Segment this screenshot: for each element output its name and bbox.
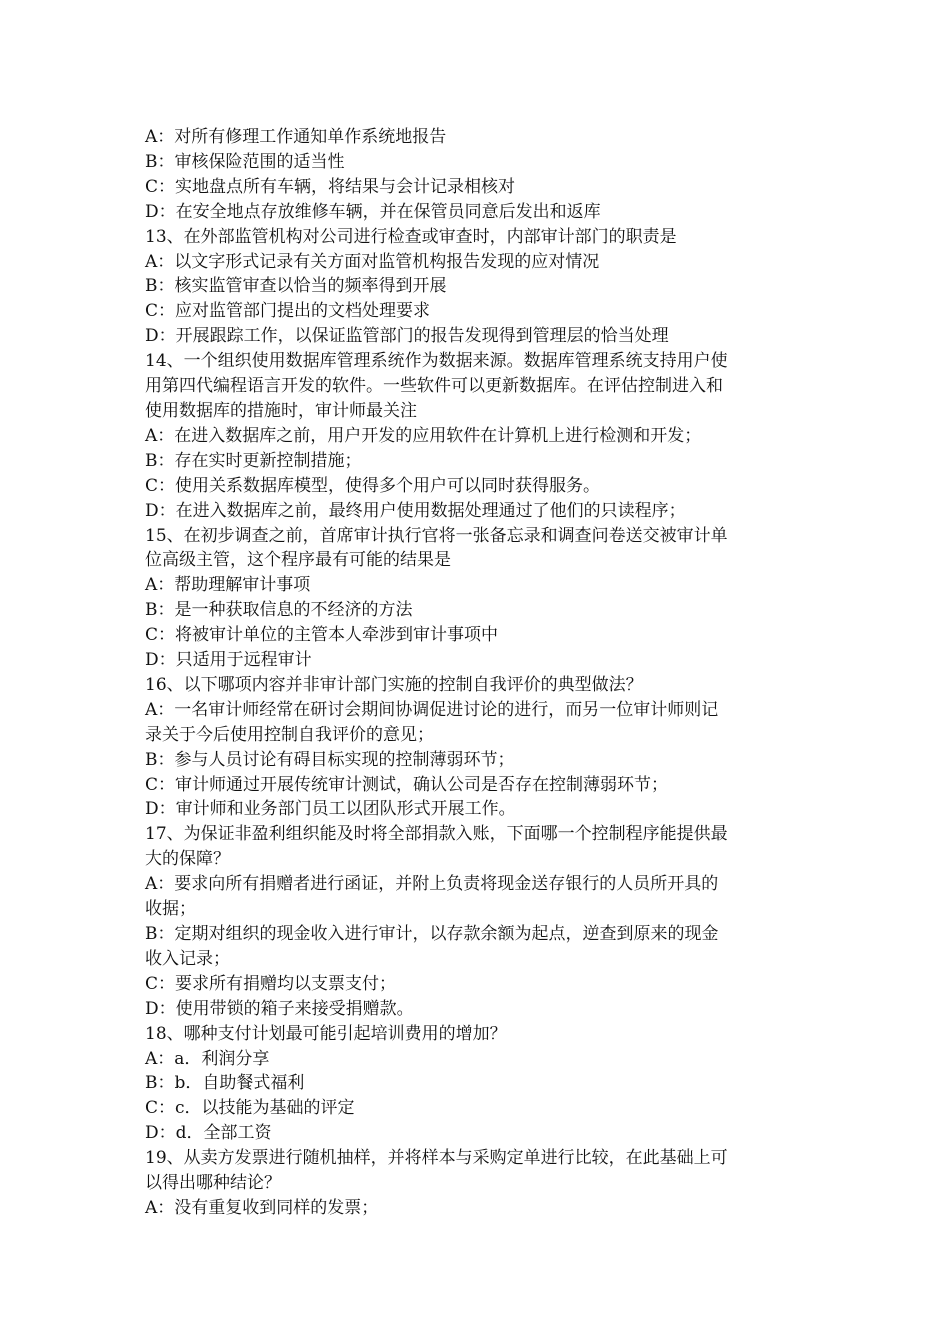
text-line: C：c．以技能为基础的评定 — [145, 1098, 355, 1119]
text-line: D：使用带锁的箱子来接受捐赠款。 — [145, 998, 414, 1019]
text-line: C：审计师通过开展传统审计测试，确认公司是否存在控制薄弱环节； — [145, 774, 669, 795]
text-line: 18、哪种支付计划最可能引起培训费用的增加？ — [145, 1023, 507, 1044]
text-line: A：a．利润分享 — [145, 1048, 270, 1069]
text-line: 14、一个组织使用数据库管理系统作为数据来源。数据库管理系统支持用户使 — [145, 351, 728, 372]
text-line: B：是一种获取信息的不经济的方法 — [145, 600, 413, 621]
text-line: 位高级主管，这个程序最有可能的结果是 — [145, 550, 451, 571]
text-line: D：开展跟踪工作，以保证监管部门的报告发现得到管理层的恰当处理 — [145, 326, 669, 347]
text-line: A：没有重复收到同样的发票； — [145, 1197, 379, 1218]
text-line: A：要求向所有捐赠者进行函证，并附上负责将现金送存银行的人员所开具的 — [145, 874, 719, 895]
text-line: D：在安全地点存放维修车辆，并在保管员同意后发出和返库 — [145, 201, 601, 222]
text-line: B：参与人员讨论有碍目标实现的控制薄弱环节； — [145, 749, 515, 770]
text-line: 用第四代编程语言开发的软件。一些软件可以更新数据库。在评估控制进入和 — [145, 376, 723, 397]
text-line: 16、以下哪项内容并非审计部门实施的控制自我评价的典型做法？ — [145, 674, 643, 695]
text-line: B：存在实时更新控制措施； — [145, 450, 362, 471]
text-line: 使用数据库的措施时，审计师最关注 — [145, 400, 417, 421]
text-line: 收入记录； — [145, 948, 230, 969]
text-line: A：帮助理解审计事项 — [145, 575, 311, 596]
text-line: B：审核保险范围的适当性 — [145, 151, 345, 172]
text-line: D：在进入数据库之前，最终用户使用数据处理通过了他们的只读程序； — [145, 500, 686, 521]
text-line: 录关于今后使用控制自我评价的意见； — [145, 724, 434, 745]
text-line: A：一名审计师经常在研讨会期间协调促进讨论的进行，而另一位审计师则记 — [145, 699, 719, 720]
text-line: C：应对监管部门提出的文档处理要求 — [145, 301, 431, 322]
text-line: 13、在外部监管机构对公司进行检查或审查时，内部审计部门的职责是 — [145, 226, 677, 247]
text-line: 收据； — [145, 899, 196, 920]
text-line: 15、在初步调查之前，首席审计执行官将一张备忘录和调查问卷送交被审计单 — [145, 525, 728, 546]
text-line: B：定期对组织的现金收入进行审计，以存款余额为起点，逆查到原来的现金 — [145, 924, 719, 944]
text-line: B：核实监管审查以恰当的频率得到开展 — [145, 276, 447, 297]
text-line: C：将被审计单位的主管本人牵涉到审计事项中 — [145, 625, 499, 646]
text-line: A：在进入数据库之前，用户开发的应用软件在计算机上进行检测和开发； — [145, 425, 702, 446]
text-line: D：d．全部工资 — [145, 1123, 272, 1144]
text-line: 17、为保证非盈利组织能及时将全部捐款入账，下面哪一个控制程序能提供最 — [145, 824, 728, 845]
text-line: C：使用关系数据库模型，使得多个用户可以同时获得服务。 — [145, 475, 601, 496]
text-line: A：以文字形式记录有关方面对监管机构报告发现的应对情况 — [145, 251, 600, 272]
text-line: 大的保障？ — [145, 849, 230, 870]
text-line: A：对所有修理工作通知单作系统地报告 — [145, 127, 447, 147]
text-line: 以得出哪种结论？ — [145, 1173, 281, 1194]
text-line: 19、从卖方发票进行随机抽样，并将样本与采购定单进行比较，在此基础上可 — [145, 1148, 728, 1169]
text-line: B：b．自助餐式福利 — [145, 1073, 305, 1094]
document-body — [145, 125, 810, 1221]
text-line: C：实地盘点所有车辆，将结果与会计记录相核对 — [145, 176, 516, 197]
text-line: D：审计师和业务部门员工以团队形式开展工作。 — [145, 799, 516, 820]
text-line: C：要求所有捐赠均以支票支付； — [145, 973, 397, 994]
text-line: D：只适用于远程审计 — [145, 650, 312, 671]
